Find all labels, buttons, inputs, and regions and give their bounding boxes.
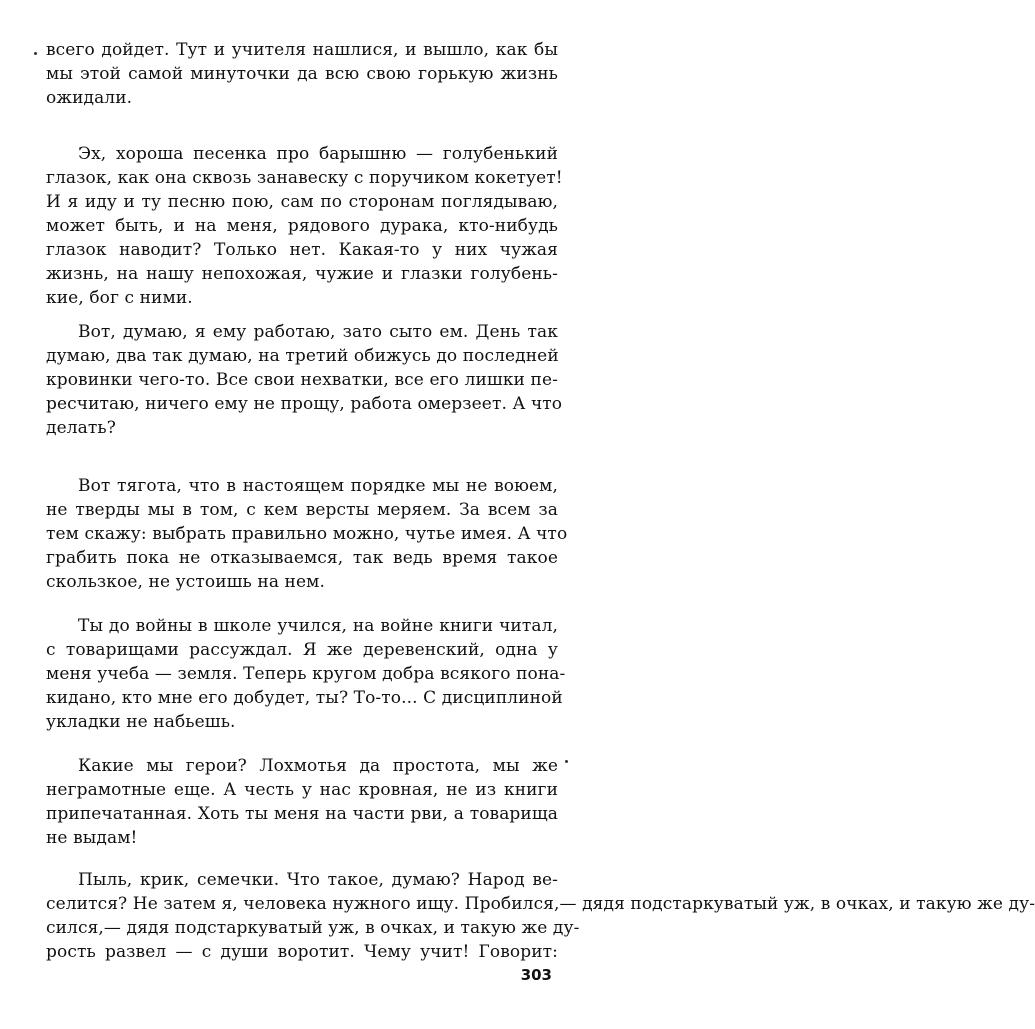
text-line: мы этой самой минуточки да всю свою горькую жизнь xyxy=(46,64,558,84)
text-line: грабить пока не отказываемся, так ведь время такое xyxy=(46,548,558,568)
text-line: меня учеба — земля. Теперь кругом добра всякого пона- xyxy=(46,664,566,684)
paragraph-6 xyxy=(46,754,558,850)
text-line: И я иду и ту песню пою, сам по сторонам поглядываю, xyxy=(46,192,558,212)
text-line: всего дойдет. Тут и учителя нашлися, и вышло, как бы xyxy=(46,40,558,60)
text-line: думаю, два так думаю, на третий обижусь до последней xyxy=(46,346,559,366)
text-line: может быть, и на меня, рядового дурака, кто-нибудь xyxy=(46,216,558,236)
text-line: глазок наводит? Только нет. Какая-то у них чужая xyxy=(46,240,558,260)
print-speck xyxy=(565,760,568,763)
page-number: 303 xyxy=(520,966,552,984)
text-line: ресчитаю, ничего ему не прощу, работа омерзеет. А что xyxy=(46,394,563,414)
paragraph-3 xyxy=(46,320,563,440)
paragraph-5 xyxy=(46,614,566,734)
paragraph-4 xyxy=(46,474,568,594)
print-speck xyxy=(34,52,37,55)
text-line: не тверды мы в том, с кем версты меряем. За всем за xyxy=(46,500,558,520)
text-line: укладки не набьешь. xyxy=(46,712,236,732)
text-line: кровинки чего-то. Все свои нехватки, все его лишки пе- xyxy=(46,370,558,390)
text-line: припечатанная. Хоть ты меня на части рви, а товарища xyxy=(46,804,558,824)
text-line: жизнь, на нашу непохожая, чужие и глазки голубень- xyxy=(46,264,558,284)
text-line: Эх, хороша песенка про барышню — голубенький xyxy=(78,144,558,164)
text-line: тем скажу: выбрать правильно можно, чутье имея. А что xyxy=(46,524,568,544)
text-line: кие, бог с ними. xyxy=(46,288,193,308)
text-line: Пыль, крик, семечки. Что такое, думаю? Народ ве- xyxy=(78,870,558,890)
text-line: с товарищами рассуждал. Я же деревенский, одна у xyxy=(46,640,558,660)
text-line: Ты до войны в школе учился, на войне книги читал, xyxy=(78,616,558,636)
text-line: Вот, думаю, я ему работаю, зато сыто ем. День так xyxy=(78,322,558,342)
text-line: делать? xyxy=(46,418,116,438)
text-line: ожидали. xyxy=(46,88,133,108)
text-line: скользкое, не устоишь на нем. xyxy=(46,572,325,592)
paragraph-7 xyxy=(46,868,1035,964)
text-line: глазок, как она сквозь занавеску с поручиком кокетует! xyxy=(46,168,563,188)
text-line: Какие мы герои? Лохмотья да простота, мы же xyxy=(78,756,558,776)
paragraph-2 xyxy=(46,142,563,310)
text-line: не выдам! xyxy=(46,828,138,848)
text-line: селится? Не затем я, человека нужного ищу. Пробился,— дядя подстаркуватый уж, в очках, и такую же ду- xyxy=(46,894,1035,914)
text-line: неграмотные еще. А честь у нас кровная, не из книги xyxy=(46,780,558,800)
text-line: кидано, кто мне его добудет, ты? То-то... С дисциплиной xyxy=(46,688,563,708)
text-line: рость развел — с души воротит. Чему учит! Говорит: xyxy=(46,942,558,962)
text-line: сился,— дядя подстаркуватый уж, в очках, и такую же ду- xyxy=(46,918,580,938)
paragraph-1 xyxy=(46,38,558,110)
text-line: Вот тягота, что в настоящем порядке мы не воюем, xyxy=(78,476,558,496)
